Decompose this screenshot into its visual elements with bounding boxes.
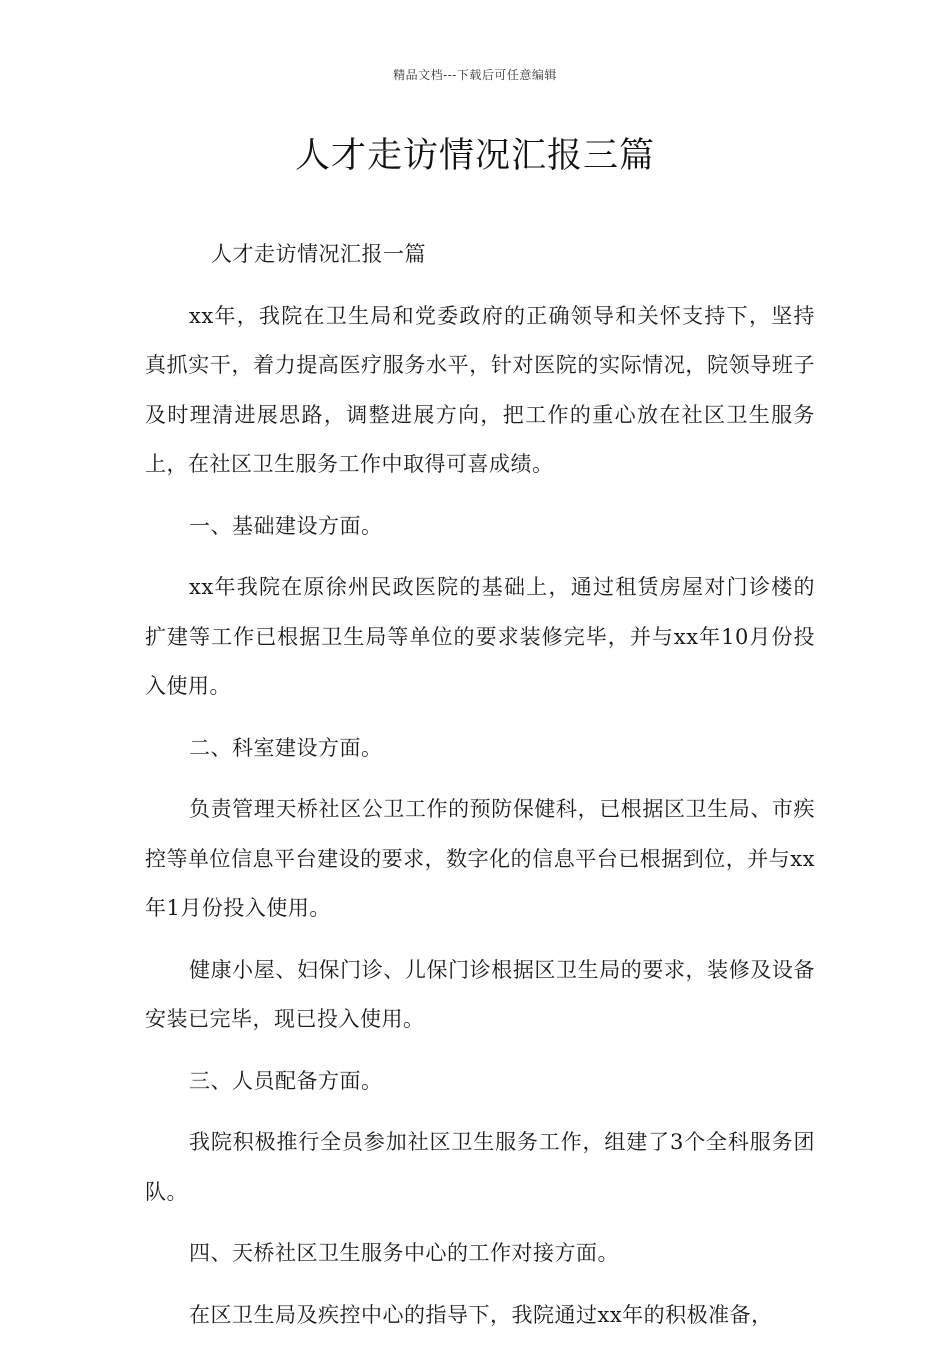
heading-staffing: 三、人员配备方面。 bbox=[189, 1068, 383, 1093]
paragraph-intro: xx年，我院在卫生局和党委政府的正确领导和关怀支持下，坚持真抓实干，着力提高医疗服务水平，针对医院的实际情况，院领导班子及时理清进展思路，调整进展方向，把工作的重心放在社区卫生服务上，在社区卫生服务工作中取得可喜成绩。 bbox=[145, 303, 815, 476]
paragraph-staffing: 我院积极推行全员参加社区卫生服务工作，组建了3个全科服务团队。 bbox=[145, 1130, 815, 1204]
section-subtitle: 人才走访情况汇报一篇 bbox=[211, 242, 426, 266]
paragraph-health-cabin: 健康小屋、妇保门诊、儿保门诊根据区卫生局的要求，装修及设备安装已完毕，现已投入使用。 bbox=[145, 957, 815, 1031]
paragraph-coordination: 在区卫生局及疾控中心的指导下，我院通过xx年的积极准备， bbox=[189, 1302, 773, 1327]
paragraph-infrastructure: xx年我院在原徐州民政医院的基础上，通过租赁房屋对门诊楼的扩建等工作已根据卫生局等单位的要求装修完毕，并与xx年10月份投入使用。 bbox=[145, 575, 815, 698]
document-body bbox=[145, 230, 815, 1352]
heading-departments: 二、科室建设方面。 bbox=[189, 735, 383, 760]
header-note: 精品文档---下载后可任意编辑 bbox=[393, 68, 557, 82]
paragraph-departments: 负责管理天桥社区公卫工作的预防保健科，已根据区卫生局、市疾控等单位信息平台建设的要求，数字化的信息平台已根据到位，并与xx年1月份投入使用。 bbox=[145, 797, 815, 920]
document-title: 人才走访情况汇报三篇 bbox=[294, 136, 655, 176]
heading-infrastructure: 一、基础建设方面。 bbox=[189, 513, 383, 538]
heading-coordination: 四、天桥社区卫生服务中心的工作对接方面。 bbox=[189, 1241, 619, 1265]
